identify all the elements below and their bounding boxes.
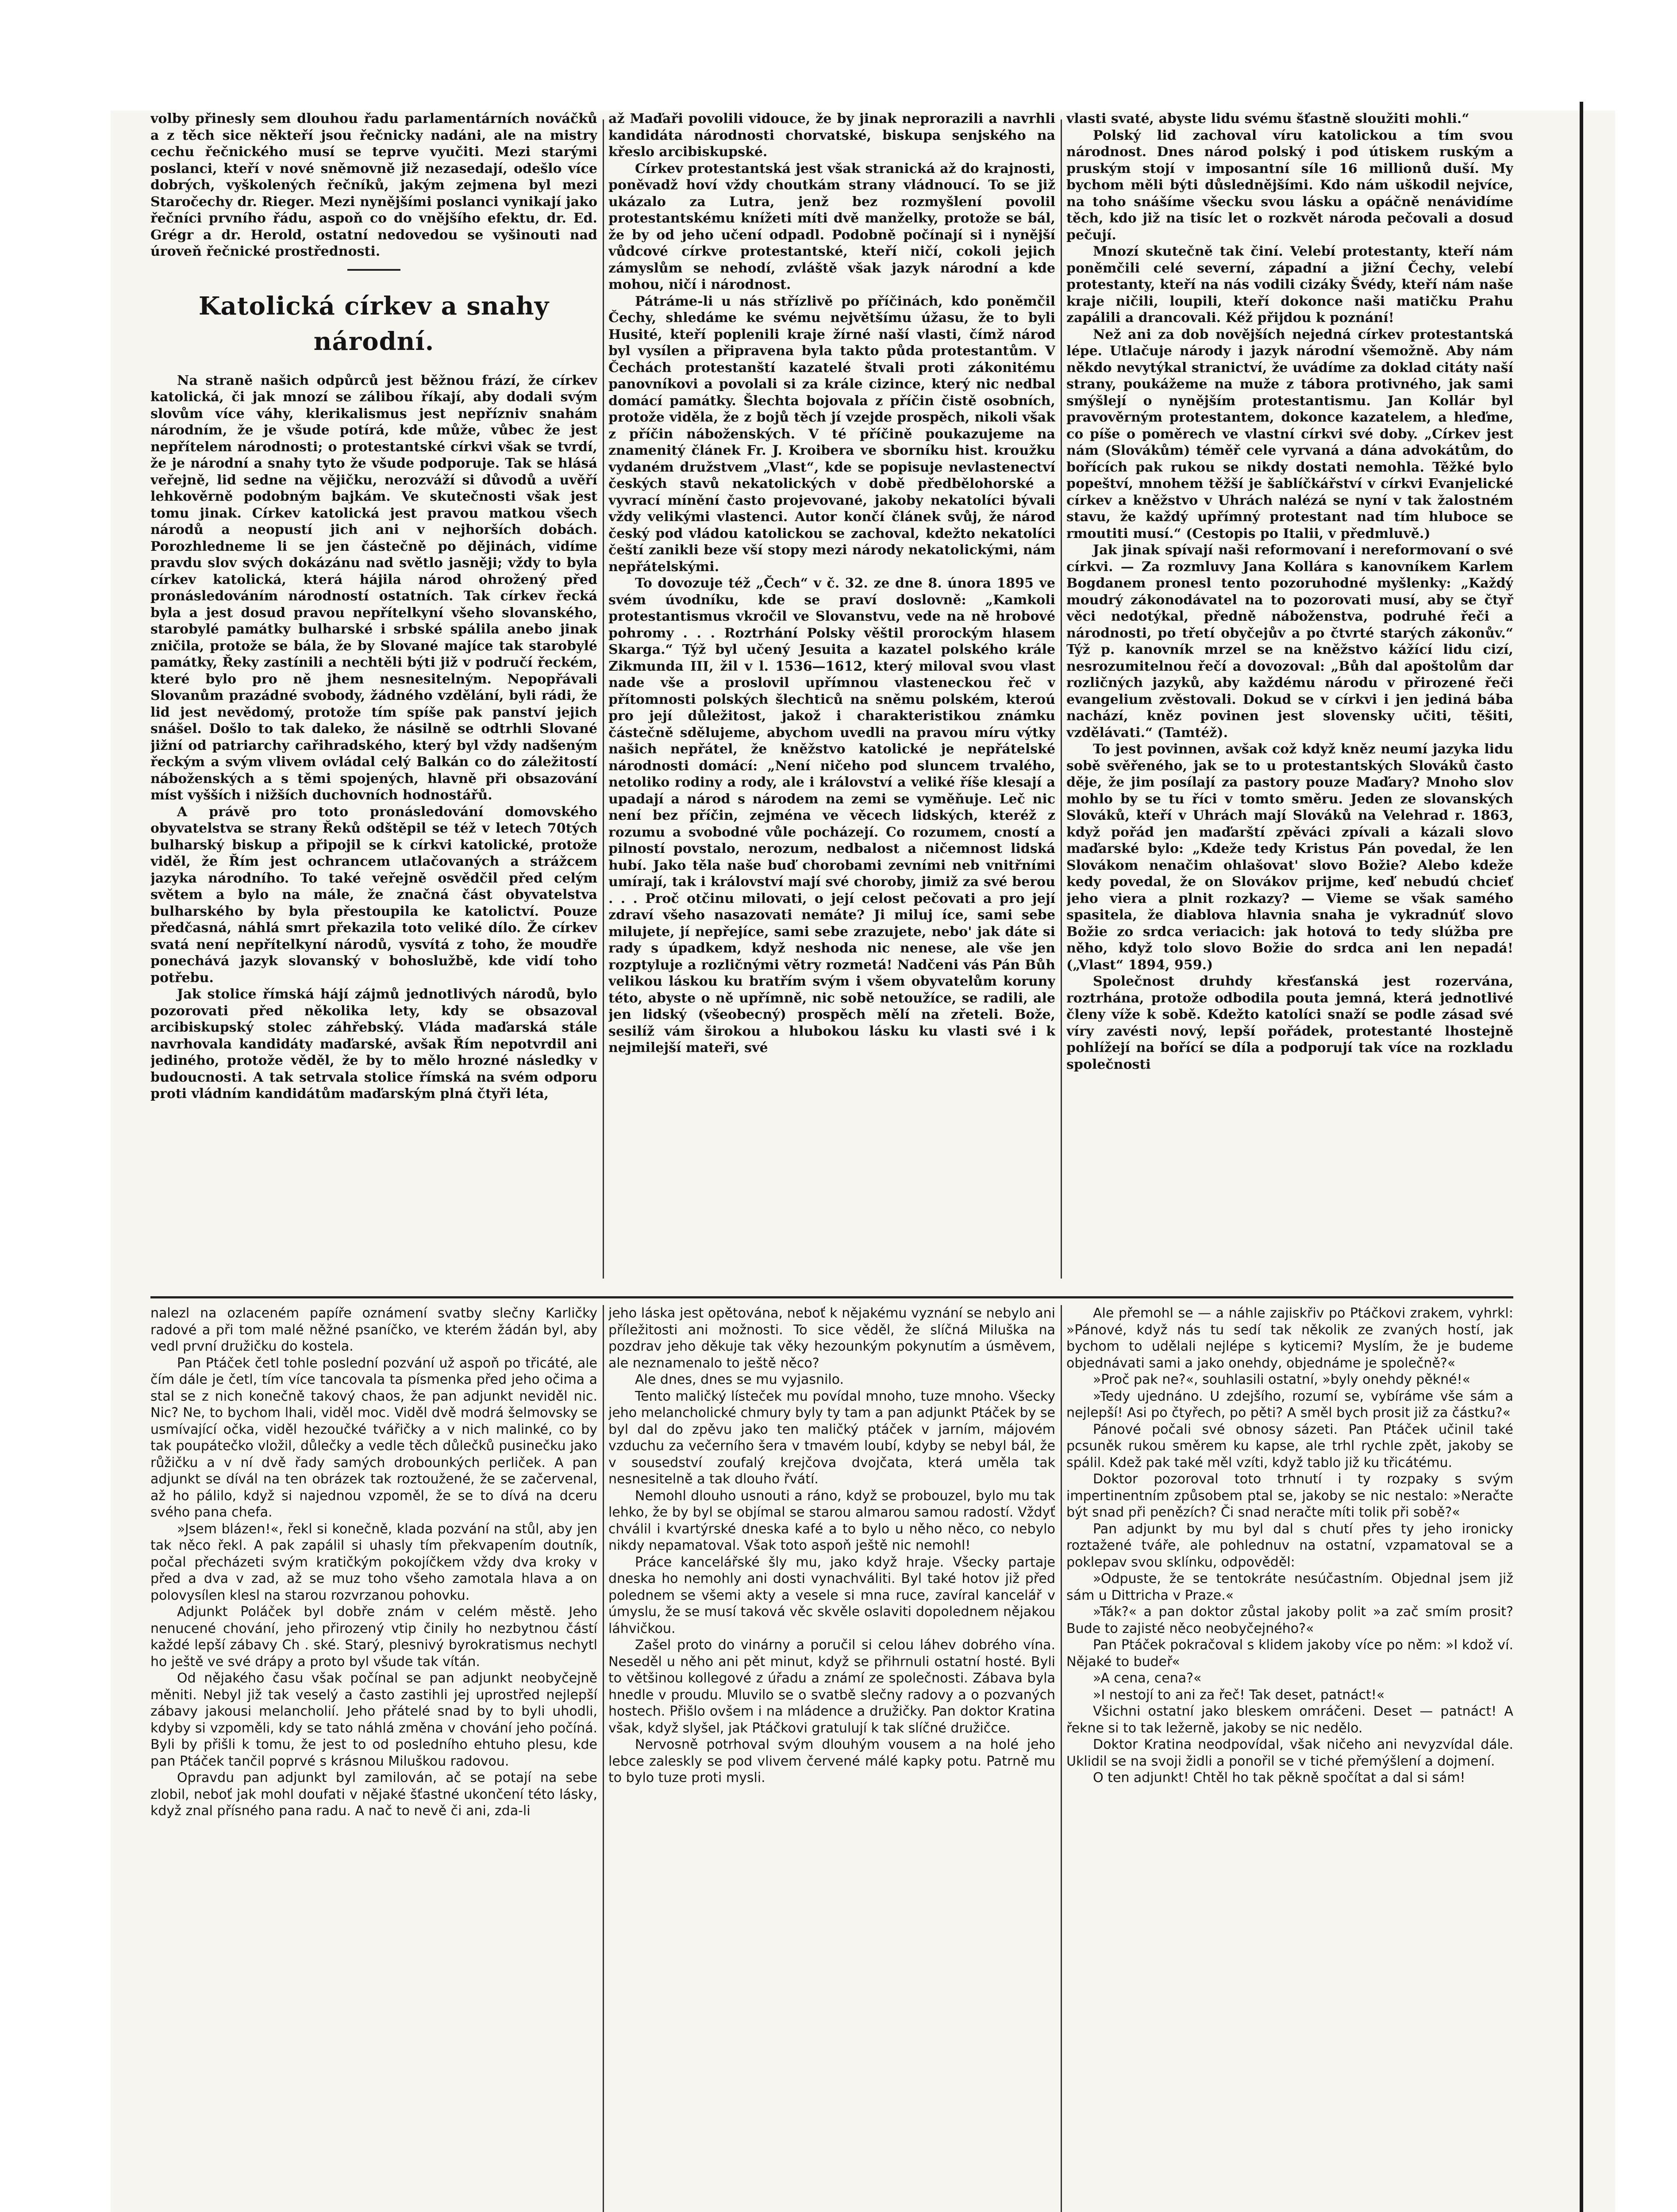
paragraph: To dovozuje též „Čech“ v č. 32. ze dne 8. února 1895 ve svém úvodníku, kde se praví doslovně: „Kamkoli protestantismus vkročil ve Slovanstvu, vede na ně hrobové pohromy . . . Roztrhání Polsky věštil prorockým hlasem Skarga.“ Týž byl učený Jesuita a kazatel polského krále Zikmunda III, žil v l. 1536—1612, který miloval svou vlast nade vše a proslovil upřímnou vlasteneckou řeč v přítomnosti polských šlechticů na sněmu polském, kteroú pro její důležitost, jakož i charakteristikou známku částečně sdělujeme, abychom uvedli na pravou míru výtky našich nepřátel, že kněžstvo katolické je nepřátelské národnosti domácí: „Není ničeho pod sluncem trvalého, netoliko rodiny a rody, ale i království a veliké říše klesají a upadají a národ s národem na zemi se vyměňuje. Leč nic není bez příčin, zejména ve věcech lidských, kteréž z rozumu a svobodné vůle pocházejí. Co rozumem, cností a pilností povstalo, nerozum, nedbalost a ničemnost lidská hubí. Jako těla naše buď chorobami zevními neb vnitřními umírají, tak i království mají své choroby, jimiž za své berou . . . Proč otčinu milovati, o její celost pečovati a pro její zdraví všeho nasazovati nemáte? Ji miluj íce, sami sebe milujete, jí nepřejíce, sami sebe zrazujete, nebo' jak dáte si rady s úpadkem, když neshoda nic nenese, ale vše jen rozptyluje a rozličnými větry rozmetá! Nadčeni vás Pán Bůh velikou láskou ku bratřím svým i všem obyvatelům koruny této, abyste o ně upřímně, nic sobě netoužíce, se radili, ale jen lidský (všeobecný) prospěch mělí na zřeteli. Bože, sesilíž vám širokou a hlubokou lásku ku vlasti své i k nejmilejší mateři, své [608, 576, 1055, 1056]
feuilleton-column-1 [150, 1305, 597, 2212]
paragraph: Na straně našich odpůrců jest běžnou frází, že církev katolická, či jak mnozí se zálibou říkají, aby dodali svým slovům více váhy, klerikalismus jest nepřízniv snahám národním, že je všude potírá, kde může, vůbec že jest nepřítelem národnosti; o protestantské církvi však se tvrdí, že je národní a snahy tyto že všude podporuje. Tak se hlásá veřejně, lid sedne na vějičku, nerozváží si důvodů a uvěří lehkověrně podobným bajkám. Ve skutečnosti však jest tomu jinak. Církev katolická jest pravou matkou všech národů a neopustí jich ani v nejhorších dobách. Porozhledneme li se jen částečně po dějinách, vidíme pravdu slov svých dokázánu nad světlo jasněji; vždy to byla církev katolická, která hájila národ ohrožený před pronásledováním národností ostatních. Tak církev řecká byla a jest dosud pravou nepřítelkyní všeho slovanského, starobylé památky bulharské i srbské spálila anebo jinak zničila, protože se bála, že by Slované majíce tak starobylé památky, Řeky zastínili a nechtěli býti již v područí řeckém, které bylo pro ně jhem nesnesitelným. Nepopřávali Slovanům prazádné svobody, žádného vzdělání, byli rádi, že lid jest nevědomý, protože tím spíše pak panství jejich snášel. Došlo to tak daleko, že násilně se odtrhli Slované jižní od patriarchy cařihradského, který byl vždy nadšeným řeckým a svým vlivem ovládal celý Balkán co do záležitostí náboženských a s těmi spojených, hlavně při obsazování míst vyšších i nižších duchovních hodnostářů. [150, 373, 597, 803]
paragraph: Ale dnes, dnes se mu vyjasnilo. [635, 1372, 844, 1387]
top-column-2 [608, 111, 1055, 1296]
paragraph: Nemohl dlouho usnouti a ráno, když se probouzel, bylo mu tak lehko, že by byl se objímal se starou almarou samou radostí. Vždyť chválil i kvartýrské dneska kafé a to bylo u něho něco, co nebylo nikdy nepamatoval. Však toto aspoň ještě nic nemohl! [608, 1488, 1055, 1553]
paragraph: Polský lid zachoval víru katolickou a tím svou národnost. Dnes národ polský i pod útiskem ruským a pruským stojí v imposantní síle 16 millionů duší. My bychom měli býti důslednějšími. Kdo nám uškodil nejvíce, na toho snášíme všecku svou lásku a opáčně nenávidíme těch, kdo již na tisíc let o rozkvět národa pečovali a dosud pečují. [1066, 127, 1513, 243]
paragraph: volby přinesly sem dlouhou řadu parlamentárních nováčků a z těch sice někteří jsou řečnicky nadáni, ale na mistry cechu řečnického musí se teprve vyučiti. Mezi starými poslanci, kteří v nové sněmovně již nezasedají, odešlo více dobrých, vyškolených řečníků, jakým zejmena byl mezi Staročechy dr. Rieger. Mezi nynějšími poslanci vynikají jako řečníci prvního řádu, aspoň co do vnějšího efektu, dr. Ed. Grégr a dr. Herold, ostatní nedovedou se vyšinouti nad úroveň řečnické prostřednosti. [150, 111, 597, 259]
paragraph: Společnost druhdy křesťanská jest rozervána, roztrhána, protože odbodila pouta jemná, která jednotlivé členy víže k sobě. Kdežto katolíci snaží se podle zásad své víry zavésti nový, lepší pořádek, protestanté lhostejně pohlížejí na bořící se díla a podporují tak více na rozkladu společnosti [1066, 974, 1513, 1072]
article-heading: Katolická církev a snahy národní. [198, 291, 550, 356]
paragraph: Jak stolice římská hájí zájmů jednotlivých národů, bylo pozorovati před několika lety, kdy se obsazoval arcibiskupský stolec záhřebský. Vláda maďarská stále navrhovala kandidáty maďarské, avšak Řím nepotvrdil ani jediného, protože věděl, že by to mělo hrozné následky v budoucnosti. A tak setrvala stolice římská na svém odporu proti vládním kandidátům maďarským plná čtyři léta, [150, 987, 597, 1102]
column-divider [1061, 119, 1062, 1279]
paragraph: O ten adjunkt! Chtěl ho tak pěkně spočítat a dal si sám! [1093, 1770, 1465, 1786]
paragraph: vlasti svaté, abyste lidu svému šťastně sloužiti mohli.“ [1066, 111, 1469, 127]
paragraph: A právě pro toto pronásledování domovského obyvatelstva se strany Řeků odštěpil se též v letech 70tých bulharský biskup a připojil se k církvi katolické, protože viděl, že Řím jest ochrancem utlačovaných a strážcem jazyka národního. To také veřejně osvědčil před celým světem a bylo na mále, že značná část obyvatelstva bulharského by byla přestoupila ke katolictví. Pouze předčasná, náhlá smrt překazila toto veliké dílo. Že církev svatá není nepřítelkyní národů, vysvítá z toho, že moudře ponechává jazyk slovanský v bohoslužbě, kde vidí toho potřebu. [150, 804, 597, 986]
paragraph: jeho láska jest opětována, neboť k nějakému vyznání se nebylo ani příležitosti ani možnosti. To sice věděl, že slíčná Miluška na pozdrav jeho děkuje tak věky hezounkým pokynutím a úsměvem, ale neznamenalo to ještě něco? [608, 1306, 1055, 1371]
paragraph: Adjunkt Poláček byl dobře znám v celém městě. Jeho nenucené chování, jeho přirozený vtip činily ho nezbytnou částí každé lepší zábavy Ch . ské. Starý, plesnivý byrokratismus nechytl ho ještě ve své drápy a proto byl všude tak vítán. [150, 1604, 597, 1670]
paragraph: Doktor pozoroval toto trhnutí i ty rozpaky s svým impertinentním způsobem ptal se, jakoby se nic nestalo: »Neračte být snad při penězích? Či snad neračte míti tolik při sobě?« [1066, 1471, 1513, 1520]
paragraph: »Ták?« a pan doktor zůstal jakoby polit »a zač smím prosit? Bude to zajisté něco neobyčejného?« [1066, 1604, 1513, 1636]
divider [347, 269, 400, 271]
paragraph: Od nějakého času však počínal se pan adjunkt neobyčejně měniti. Nebyl již tak veselý a často zastihli jej uprostřed nejlepší zábavy jakousi melancholií. Jeho přátelé snad by to byli uhodli, kdyby si vzpoměli, kdy se tato náhlá změna v chování jeho počíná. Byli by přišli k tomu, že jest to od posledního ehtuho plesu, kde pan Ptáček tančil poprvé s krásnou Miluškou radovou. [150, 1671, 597, 1769]
paragraph: »Tedy ujednáno. U zdejšího, rozumí se, vybíráme vše sám a nejlepší! Asi po čtyřech, po pěti? A směl bych prosit již za částku?« [1066, 1388, 1513, 1421]
paragraph: Pan Ptáček pokračoval s klidem jakoby více po něm: »I kdož ví. Nějaké to budeř« [1066, 1637, 1513, 1670]
paragraph: Zašel proto do vinárny a poručil si celou láhev dobrého vína. Neseděl u něho ani pět minut, když se přihrnuli ostatní hosté. Byli to většinou kollegové z úřadu a známí ze společnosti. Zábava byla hnedle v proudu. Mluvilo se o svatbě slečny radovy a o pozvaných hostech. Přišlo ovšem i na mládence a družičky. Pan doktor Kratina však, když slyšel, jak Ptáčkovi gratulují k tak slíčné družičce. [608, 1637, 1055, 1736]
paragraph: až Maďaři povolili vidouce, že by jinak neprorazili a navrhli kandidáta národnosti chorvatské, biskupa senjského na křeslo arcibiskupské. [608, 111, 1055, 160]
page-edge-rule [1580, 102, 1583, 2212]
paragraph: Opravdu pan adjunkt byl zamilován, ač se potají na sebe zlobil, neboť jak mohl doufati v nějaké šťastné ukončení této lásky, když znal přísného pana radu. A nač to nevě či ani, zda-li [150, 1770, 597, 1819]
paragraph: »Proč pak ne?«, souhlasili ostatní, »byly onehdy pěkné!« [1093, 1372, 1471, 1387]
column-divider [603, 1305, 604, 2212]
column-divider [1061, 1305, 1062, 2212]
paragraph: Pan adjunkt by mu byl dal s chutí přes ty jeho ironicky roztažené tváře, ale pohlednuv na ostatní, vzpamatoval se a poklepav svou sklínku, odpověděl: [1066, 1521, 1513, 1570]
paragraph: »A cena, cena?« [1093, 1671, 1202, 1686]
paragraph: Pánové počali své obnosy sázeti. Pan Ptáček učinil také pcsuněk rukou směrem ku kapse, ale trhl rychle zpět, jakoby se spálil. Kdež pak také měl vzíti, když tablo již ku třicátému. [1066, 1421, 1513, 1471]
paragraph: »I nestojí to ani za řeč! Tak deset, patnáct!« [1093, 1687, 1385, 1703]
paragraph: Církev protestantská jest však stranická až do krajnosti, poněvadž hoví vždy choutkám strany vládnoucí. To se již ukázalo za Lutra, jenž bez rozmyšlení povolil protestantskému knížeti míti dvě manželky, protože se bál, že by od jeho učení odpadl. Podobně počínají si i nynější vůdcové církve protestantské, kteří ničí, cokoli jejich zámyslům se nehodí, zvláště však jazyk národní a kde mohou, ničí i národnost. [608, 161, 1055, 292]
paragraph: »Odpuste, že se tentokráte nesúčastním. Objednal jsem již sám u Dittricha v Praze.« [1066, 1571, 1513, 1603]
paragraph: Nervosně potrhoval svým dlouhým vousem a na holé jeho lebce zaleskly se pod vlivem červené málé kapky potu. Patrně mu to bylo tuze proti mysli. [608, 1737, 1055, 1786]
paragraph: »Jsem blázen!«, řekl si konečně, klada pozvání na stůl, aby jen tak něco řekl. A pak zapálil si uhasly tím překvapením doutník, počal přecházeti svým kratičkým pokojíčkem vždy dva kroky v před a dva v zad, až se muz toho všeho zamotala hlava a on polovysílen klesl na starou rozvrzanou pohovku. [150, 1521, 597, 1603]
top-column-3 [1066, 111, 1513, 1296]
feuilleton-column-3 [1066, 1305, 1513, 2212]
paragraph: Mnozí skutečně tak činí. Velebí protestanty, kteří nám poněmčili celé severní, západní a jižní Čechy, velebí protestanty, kteří na nás vodili cizáky Švédy, kteří nám naše kraje ničili, loupili, kteří dokonce naši matičku Prahu zapálili a drancovali. Kéž přijdou k poznání! [1066, 244, 1513, 326]
feuilleton-column-2 [608, 1305, 1055, 2212]
paragraph: Ale přemohl se — a náhle zajiskřiv po Ptáčkovi zrakem, vyhrkl: »Pánové, když nás tu sedí tak několik ze zvaných hostí, jak bychom to udělali nejlépe s kyticemi? Myslím, že je budeme objednávati sami a jako onehdy, objednáme je společně?« [1066, 1306, 1513, 1371]
paragraph: Jak jinak spívají naši reformovaní i nereformovaní o své církvi. — Za rozmluvy Jana Kollára s kanovníkem Karlem Bogdanem pronesl tento pozoruhodné myšlenky: „Každý moudrý zákonodávatel na to pozorovati musí, aby se čtyř věci nedotýkal, předně náboženstva, podruhé řeči a národnosti, po třetí obyčejův a po čtvrté starých zákonův.“ Týž p. kanovník mrzel se na kněžstvo kážící lidu cizí, nesrozumitelnou řečí a dovozoval: „Bůh dal apoštolům dar rozličných jazyků, aby každému národu v přirozené řeči evangelium zvěstovali. Dokud se v církvi i jen jediná bába nachází, kněz povinen jest slovensky učiti, těšiti, vzdělávati.“ (Tamtéž). [1066, 542, 1513, 741]
paragraph: Všichni ostatní jako bleskem omráčeni. Deset — patnáct! A řekne si to tak ležerně, jakoby se nic nedělo. [1066, 1704, 1513, 1736]
paragraph: To jest povinnen, avšak což když kněz neumí jazyka lidu sobě svěřeného, jak se to u protestantských Slováků často děje, že jim posílají za pastory pouze Maďary? Mnoho slov mohlo by se tu říci v tomto směru. Jeden ze slovanských Slováků, kteří v Uhrách mají Slováků na Velehrad r. 1863, když pořád jen maďarští zpěváci zpívali a kázali slovo maďarské bylo: „Kdeže tedy Kristus Pán povedal, že len Slovákom nenačim ohlašovat' slovo Božie? Alebo kdeže kedy povedal, že on Slovákov prijme, keď nebudú chcieť jeho viera a plnit rozkazy? — Vieme se však samého spasitela, že diablova hlavnia snaha je vykradnúť slovo Božie zo srdca veriacich: jak hotová to tedy slúžba pre něho, když tolo slovo Božie do srdca ani len nepadá! („Vlast“ 1894, 959.) [1066, 741, 1513, 973]
column-divider [603, 119, 604, 1279]
paragraph: nalezl na ozlaceném papíře oznámení svatby slečny Karličky radové a při tom malé něžné psaníčko, ve kterém žádán byl, aby vedl první družičku do kostela. [150, 1306, 597, 1354]
section-divider [150, 1296, 1513, 1298]
top-column-1 [150, 111, 597, 1296]
paragraph: Pátráme-li u nás střízlivě po příčinách, kdo poněmčil Čechy, shledáme ke svému největšímu úžasu, že to byli Husité, kteří poplenili kraje žírné naší vlasti, čímž národ byl vysílen a připravena byla takto půda protestantům. V Čechách protestanští kazatelé štvali proti zákonitému panovníkovi a povolali si za krále cizince, který nic nedbal domácí památky. Šlechta bojovala z příčin čistě osobních, protože viděla, že z bojů těch jí vzejde prospěch, nikoli však z příčin náboženských. V té příčině poukazujeme na znamenitý článek Fr. J. Kroibera ve sborníku hist. kroužku vydaném družstvem „Vlast“, kde se popisuje nevlastenectví českých stavů nekatolických v době předbělohorské a vyvrací mínění často projevované, jakoby nekatolíci bývali vždy velikými vlastenci. Autor končí článek svůj, že národ český pod vládou katolickou se zachoval, kdežto nekatolíci čeští zanikli beze vší stopy mezi národy nekatolickými, nám nepřátelskými. [608, 293, 1055, 575]
paragraph: Doktor Kratina neodpovídal, však ničeho ani nevyzvídal dále. Uklidil se na svoji židli a ponořil se v tiché přemýšlení a dojmení. [1066, 1737, 1513, 1769]
paragraph: Práce kancelářské šly mu, jako když hraje. Všecky partaje dneska ho nemohly ani dosti vynachváliti. Byl také hotov již před polednem se všemi akty a vesele si mna ruce, zavíral kancelář v úmyslu, že se musí taková věc skvěle oslaviti dopolednem nějakou láhvičkou. [608, 1554, 1055, 1636]
paragraph: Než ani za dob novějších nejedná církev protestantská lépe. Utlačuje národy i jazyk národní všemožně. Aby nám někdo nevytýkal stranictví, že uvádíme za doklad citáty naší strany, poukážeme na muže z tábora protivného, jak sami smýšlejí o nynějším protestantismu. Jan Kollár byl pravověrným protestantem, dokonce kazatelem, a hleďme, co píše o poměrech ve vlastní církvi své doby. „Církev jest nám (Slovákům) téměř cele vyrvaná a dána advokátům, do bořících pak rukou se nikdy dostati nemohla. Těžké bylo popeštví, mnohem těžší je šablíčkářství v církvi Evanjelické církev a kněžstvo v Uhrách nalézá se nyní v tak žalostném stavu, že každý upřímný protestant nad tím hluboce se rmoutiti musí.“ (Cestopis po Italii, v předmluvě.) [1066, 326, 1513, 541]
paragraph: Tento maličký lísteček mu povídal mnoho, tuze mnoho. Všecky jeho melancholické chmury byly ty tam a pan adjunkt Ptáček by se byl dal do zpěvu jako ten maličký ptáček v jarním, májovém vzduchu za večerního šera v tmavém loubí, kdyby se nebyl bál, že v sousedství zoufalý krejčova dvojčata, která uměla tak nesnesitelně a tak dlouho řvátí. [608, 1388, 1055, 1487]
newspaper-page [111, 111, 1615, 2212]
paragraph: Pan Ptáček četl tohle poslední pozvání už aspoň po třicáté, ale čím dále je četl, tím více tancovala ta písmenka před jeho očima a stal se z nich konečně takový chaos, že pan adjunkt neviděl nic. Nic? Ne, to bychom lhali, viděl moc. Viděl dvě modrá šelmovsky se usmívající očka, viděl hezoučké tvářičky a v nich malinké, co by tak poupátečko vložil, důlečky a vedle těch důlečků pusinečku jako růžičku a v ní dvě řady samých drobounkých perliček. A pan adjunkt se dívál na ten obrázek tak roztoužené, že se začervenal, až ho pálilo, když si najednou vzpoměl, že se to dívá na dceru svého pana chefa. [150, 1355, 597, 1520]
